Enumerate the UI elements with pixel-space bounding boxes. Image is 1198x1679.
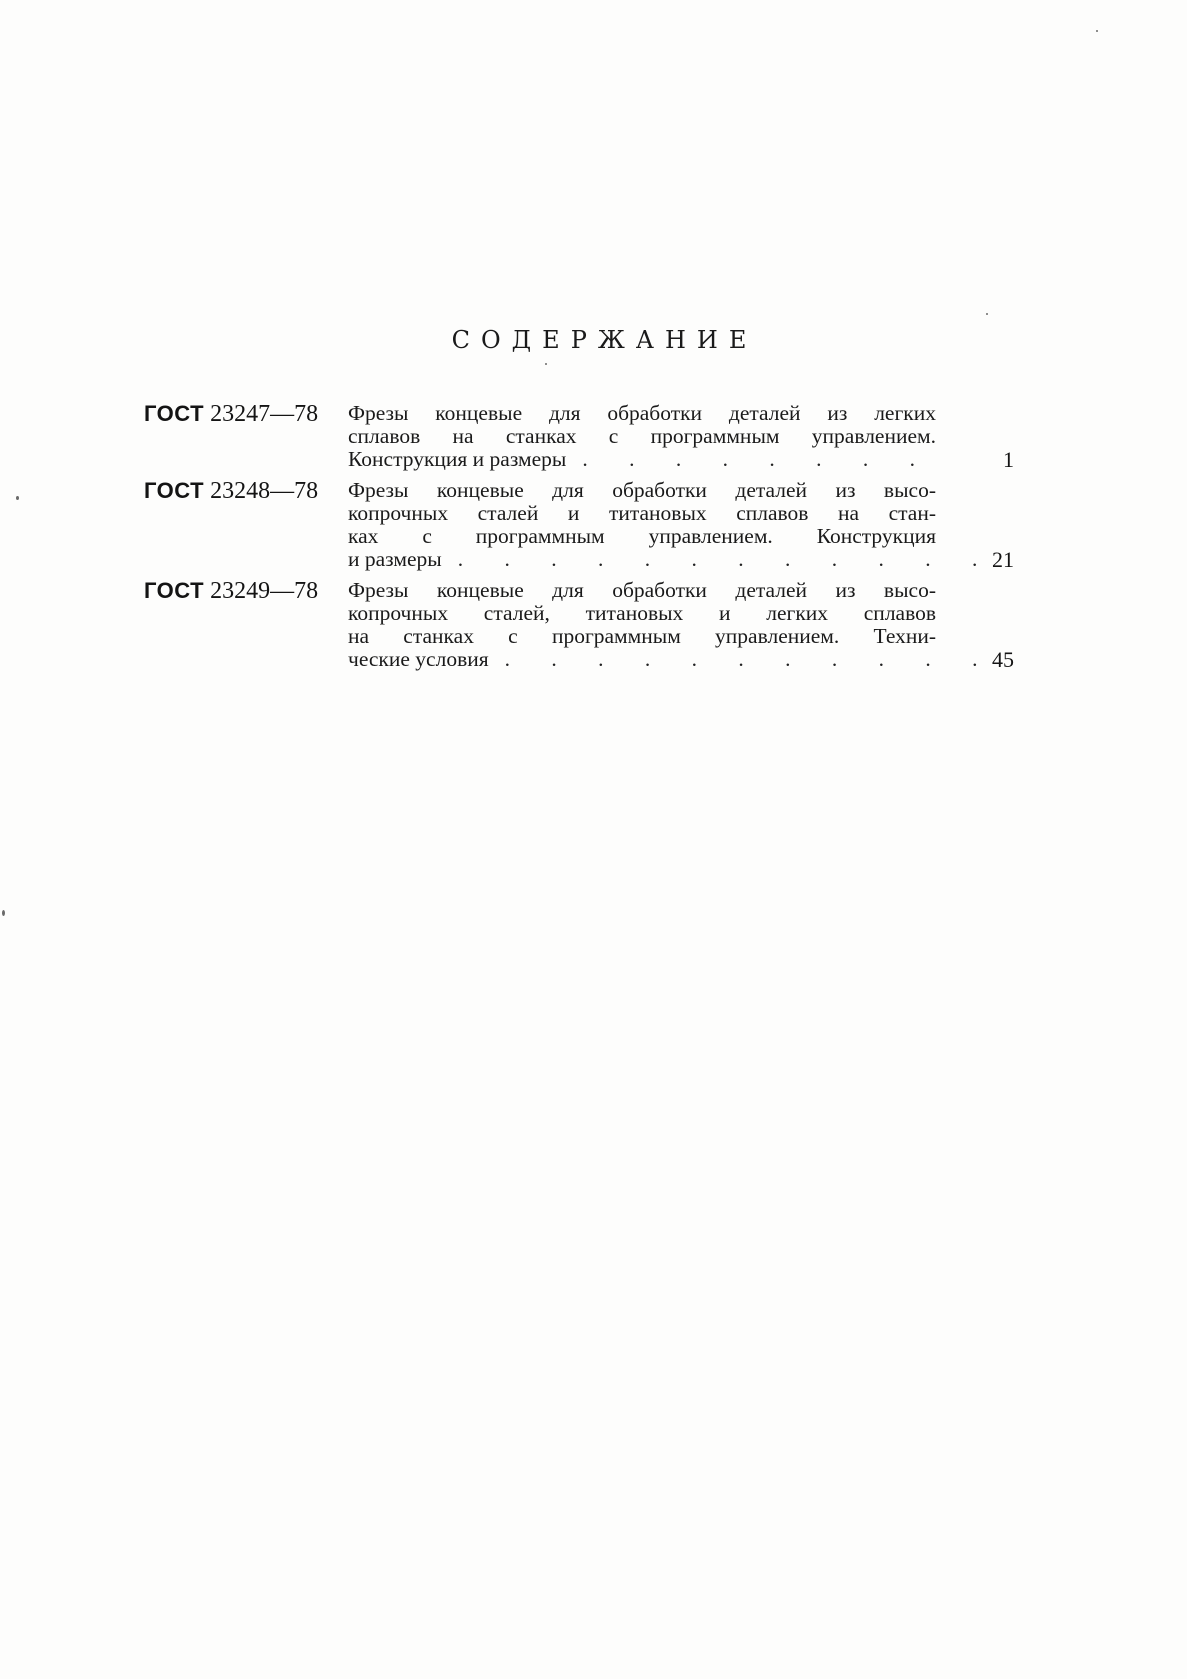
page-number: 45	[992, 647, 1014, 672]
scan-speck	[2, 910, 5, 916]
description-line-text: ческие условия	[348, 647, 489, 671]
table-of-contents	[144, 402, 1014, 679]
gost-code	[144, 402, 318, 426]
description-line-text: и размеры	[348, 547, 442, 571]
scan-speck	[1096, 30, 1098, 32]
gost-code	[144, 479, 318, 503]
gost-number: 23247—78	[210, 401, 319, 427]
gost-prefix: ГОСТ	[144, 578, 205, 603]
description-line-text: Конструкция и размеры	[348, 447, 567, 471]
description-line: на станках с программным управлением. Техни-	[348, 624, 936, 648]
gost-code	[144, 579, 318, 603]
toc-entry-gost-23247[interactable]	[144, 402, 1014, 471]
dot-leader: . . . . . . . . . . . .	[457, 547, 996, 571]
gost-number: 23248—78	[210, 478, 319, 504]
description-line-last	[348, 448, 936, 471]
dot-leader: . . . . . . . . . . .	[504, 647, 996, 671]
scan-speck	[16, 496, 19, 500]
scan-speck	[545, 363, 547, 365]
dot-leader: . . . . . . . .	[582, 447, 933, 471]
toc-entry-gost-23249[interactable]	[144, 579, 1014, 671]
toc-entry-gost-23248[interactable]	[144, 479, 1014, 571]
entry-description	[348, 402, 936, 471]
description-line: копрочных сталей, титановых и легких сплавов	[348, 601, 936, 625]
entry-description	[348, 478, 996, 571]
gost-number: 23249—78	[210, 578, 319, 604]
description-line: Фрезы концевые для обработки деталей из высо-	[348, 478, 936, 502]
page-number: 1	[1003, 447, 1014, 472]
description-line: ках с программным управлением. Конструкция	[348, 524, 936, 548]
toc-title: СОДЕРЖАНИЕ	[451, 326, 758, 354]
scan-speck	[986, 313, 988, 315]
description-line: копрочных сталей и титановых сплавов на стан-	[348, 501, 936, 525]
description-line: сплавов на станках с программным управлением.	[348, 424, 936, 448]
page-number: 21	[992, 547, 1014, 572]
description-line-last	[348, 547, 996, 571]
description-line: Фрезы концевые для обработки деталей из легких	[348, 401, 936, 425]
entry-description	[348, 578, 996, 671]
description-line: Фрезы концевые для обработки деталей из высо-	[348, 578, 936, 602]
description-line-last	[348, 647, 996, 671]
gost-prefix: ГОСТ	[144, 478, 205, 503]
gost-prefix: ГОСТ	[144, 401, 205, 426]
